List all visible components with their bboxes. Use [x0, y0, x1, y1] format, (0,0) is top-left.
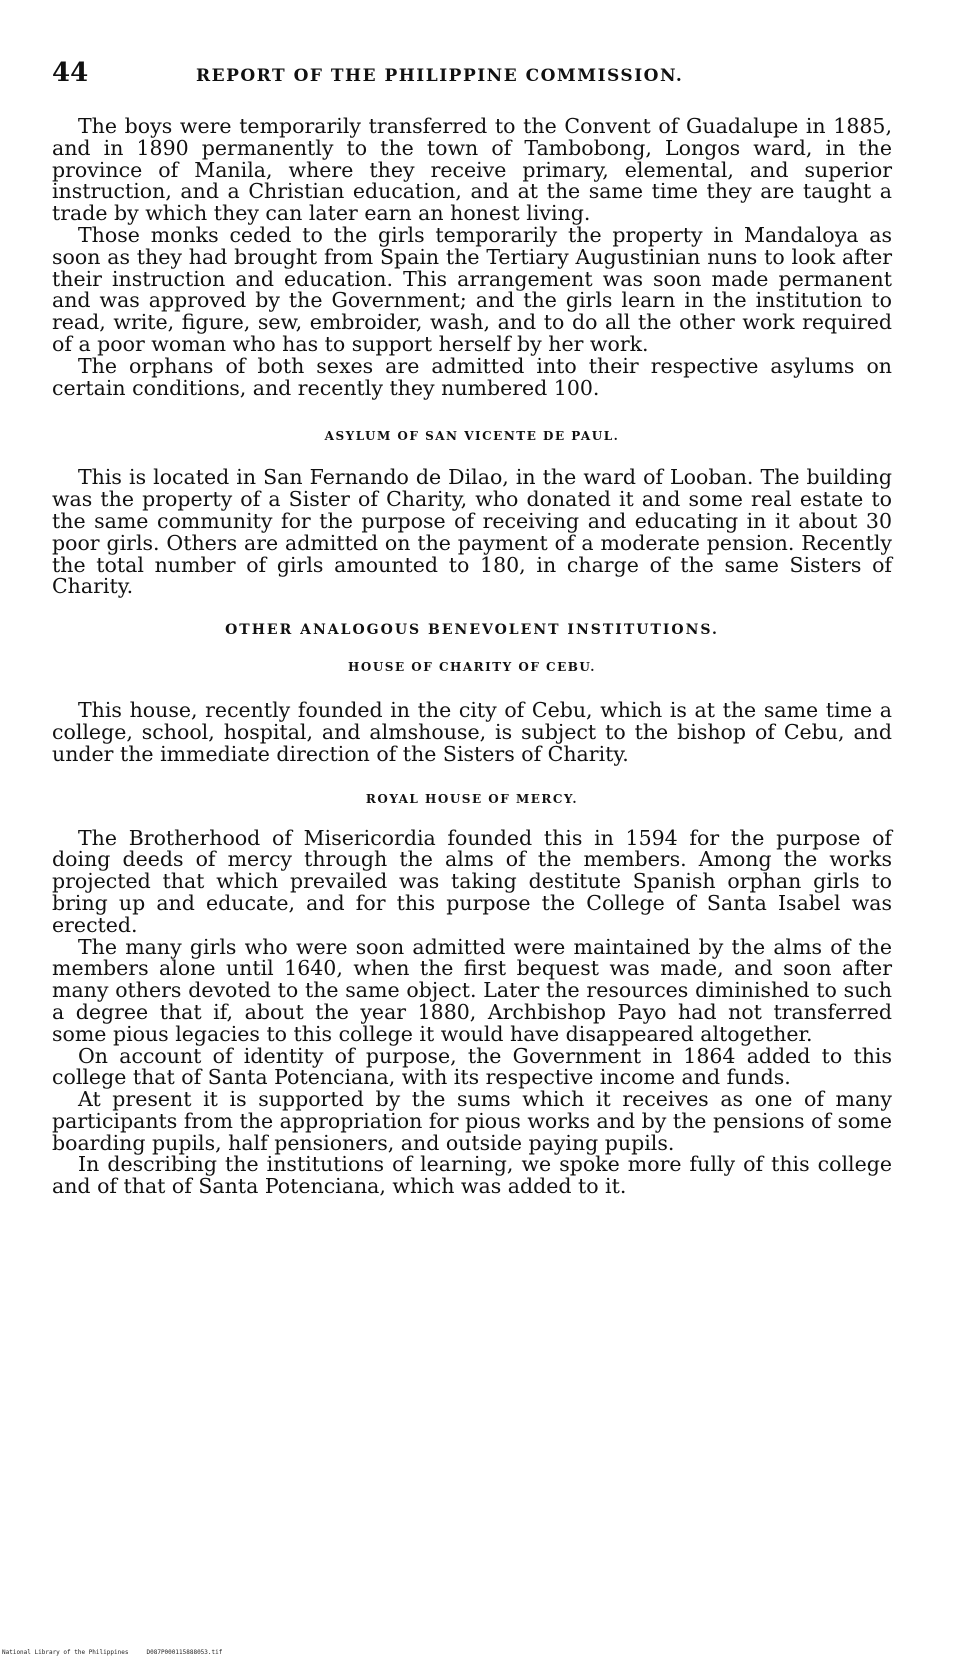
scan-footer — [2, 1649, 222, 1656]
paragraph-brotherhood-misericordia: The Brotherhood of Misericordia founded this in 1594 for the purpose of doing deeds of mercy through the alms of the members. Among the works projected that which prevailed was taking destitute Spanish orphan girls to bring up and educate, and for this purpose the College of Santa Isabel was erected. — [52, 825, 892, 937]
page-number: 44 — [52, 58, 89, 88]
paragraph-boys-transfer: The boys were temporarily transferred to the Convent of Guadalupe in 1885, and in 1890 permanently to the town of Tambobong, Longos ward, in the province of Manila, where they receive primary, elemental, and superior instruction, and a Christian education, and at the same time they are taught a trade by which they can later earn an honest living. — [52, 114, 892, 226]
heading-royal-house-of-mercy: ROYAL HOUSE OF MERCY. — [365, 791, 579, 806]
paragraph-girls-maintained: The many girls who were soon admitted were maintained by the alms of the members alone until 1640, when the first bequest was made, and soon after many others devoted to the same object. Later the resources diminished to such a degree that if, about the year 1880, Archbishop Payo had not transferred some pious legacies to this college it would have disappeared altogether. — [52, 934, 892, 1046]
heading-other-institutions: OTHER ANALOGOUS BENEVOLENT INSTITUTIONS. — [225, 622, 719, 639]
paragraph-girls-mandaloya: Those monks ceded to the girls temporarily the property in Mandaloya as soon as they had brought from Spain the Tertiary Augustinian nuns to look after their instruction and education. This arrangement was soon made permanent and was approved by the Government; and the girls learn in the institution to read, write, figure, sew, embroider, wash, and to do all the other work required of a poor woman who has to support herself by her work. — [52, 222, 892, 356]
paragraph-orphans-count: The orphans of both sexes are admitted into their respective asylums on certain conditions, and recently they numbered 100. — [52, 353, 892, 400]
paragraph-cebu-house: This house, recently founded in the city of Cebu, which is at the same time a college, school, hospital, and almshouse, is subject to the bishop of Cebu, and under the immediate direction of the Sisters of Charity. — [52, 698, 892, 766]
paragraph-asylum-location: This is located in San Fernando de Dilao, in the ward of Looban. The building was the property of a Sister of Charity, who donated it and some real estate to the same community for the purpose of receiving and educating in it about 30 poor girls. Others are admitted on the payment of a moderate pension. Recently the total number of girls amounted to 180, in charge of the same Sisters of Charity. — [52, 465, 892, 599]
footer-library: National Library of the Philippines — [2, 1649, 129, 1656]
footer-file-id: D087P000115888053.tif — [146, 1649, 223, 1656]
document-page — [52, 58, 892, 1638]
heading-house-of-charity-cebu: HOUSE OF CHARITY OF CEBU. — [348, 660, 596, 675]
heading-asylum-san-vicente: ASYLUM OF SAN VICENTE DE PAUL. — [324, 429, 620, 444]
paragraph-santa-potenciana-added: On account of identity of purpose, the Government in 1864 added to this college that of Santa Potenciana, with its respective income and funds. — [52, 1043, 892, 1090]
paragraph-present-support: At present it is supported by the sums which it receives as one of many participants from the appropriation for pious works and by the pensions of some boarding pupils, half pensioners, and outside paying pupils. — [52, 1087, 892, 1155]
page-header — [52, 58, 892, 98]
running-head: REPORT OF THE PHILIPPINE COMMISSION. — [196, 66, 684, 86]
paragraph-institutions-of-learning: In describing the institutions of learning, we spoke more fully of this college and of that of Santa Potenciana, which was added to it. — [52, 1152, 892, 1199]
